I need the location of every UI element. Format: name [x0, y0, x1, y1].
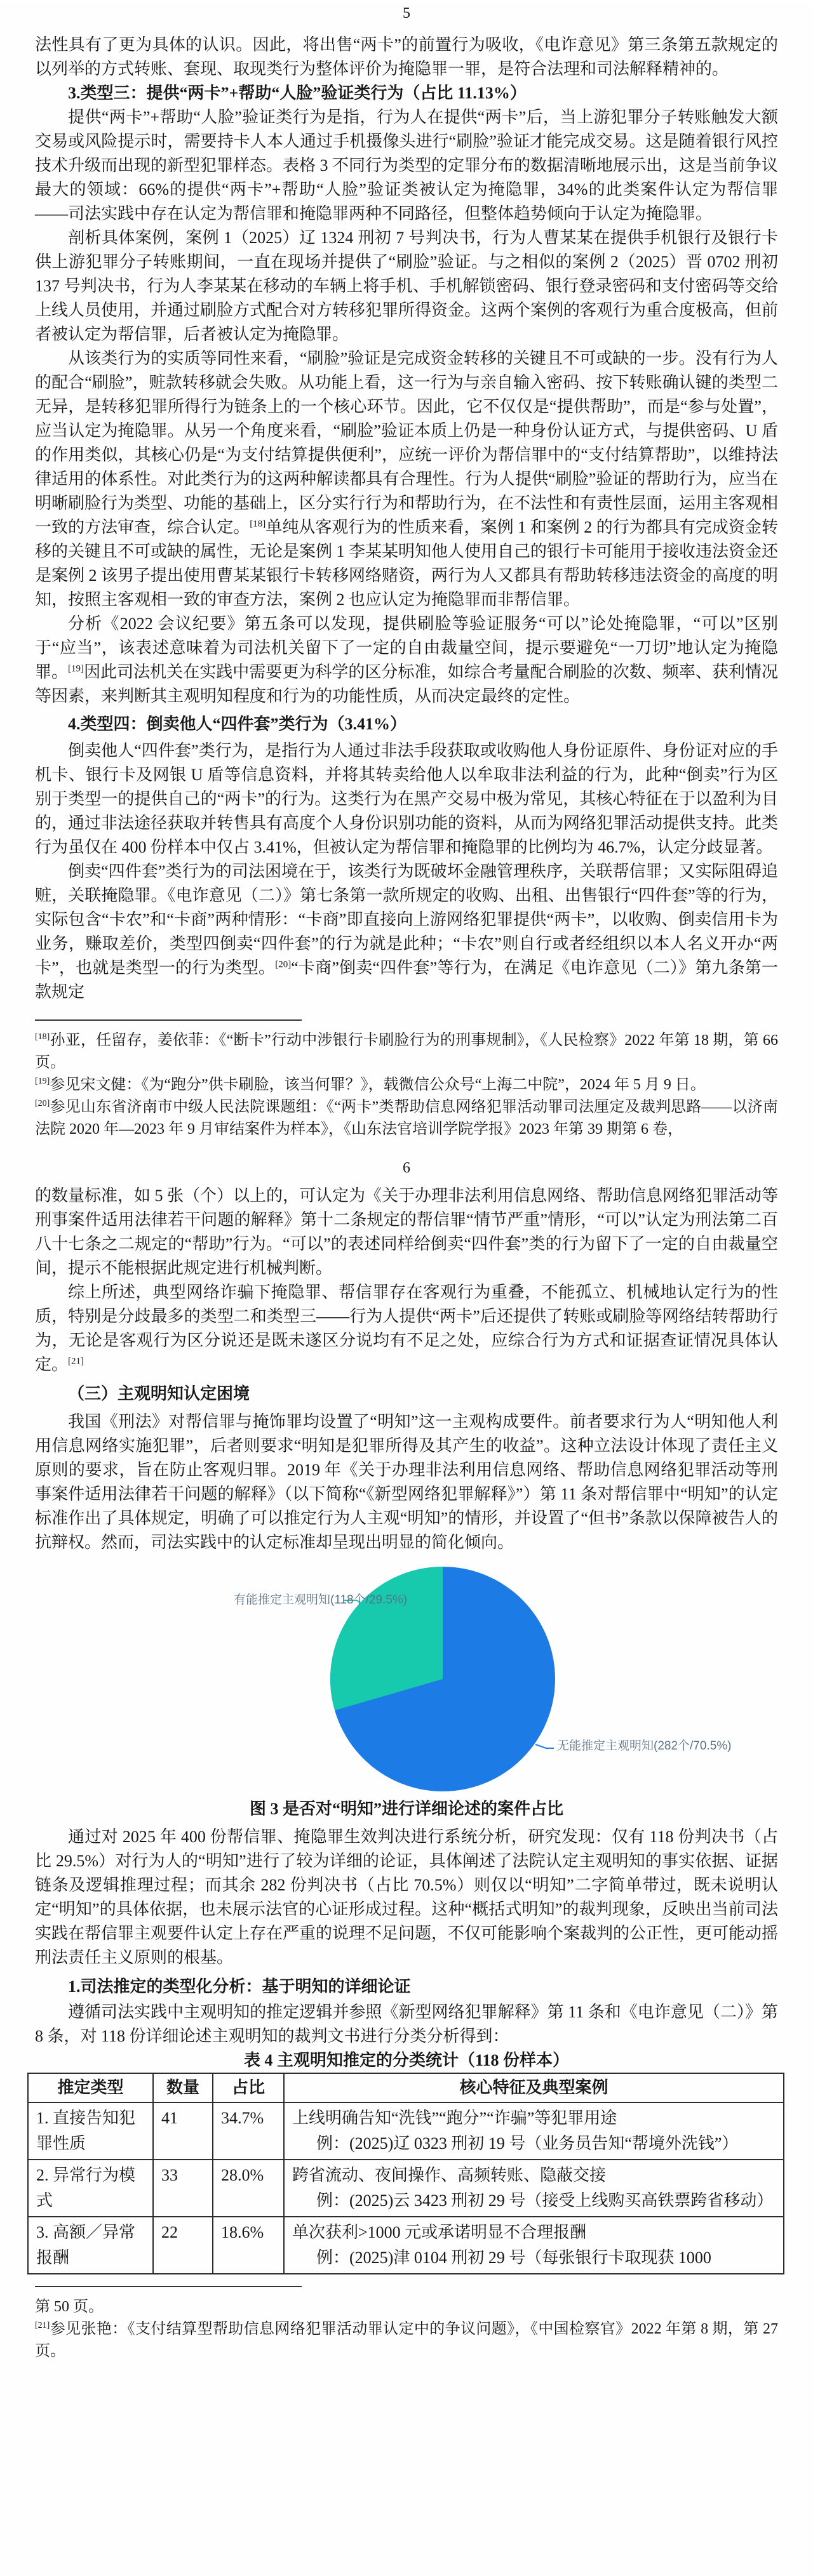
footnote-ref-20: [20]	[275, 959, 292, 970]
para-equivalence-text-b: 单纯从客观行为的性质来看，案例 1 和案例 2 的行为都具有完成资金转移的关键且不可或缺的属性，无论是案例 1 李某某明知他人使用自己的银行卡可能用于接收违法资金还是案例 2 该男子提出使用曹某某银行卡转移网络赌资，两行为人又都具有帮助转移违法资金的高度的明知，按照主客观相一致的审查方法，案例 2 也应认定为掩隐罪而非帮信罪。	[35, 518, 779, 609]
para-type3-cases: 剖析具体案例，案例 1（2025）辽 1324 刑初 7 号判决书，行为人曹某某在提供手机银行及银行卡供上游犯罪分子转账期间，一直在现场并提供了“刷脸”验证。与之相似的案例 2（2025）晋 0702 刑初 137 号判决书，行为人李某某在移动的车辆上将手机、手机解锁密码、银行登录密码和支付密码等交给上线人员使用，并通过刷脸方式配合对方转移犯罪所得资金。这两个案例的客观行为重合度极高，但前者被认定为帮信罪，后者被认定为掩隐罪。	[35, 229, 779, 343]
para-type3-definition: 提供“两卡”+帮助“人脸”验证类行为是指，行为人在提供“两卡”后，当上游犯罪分子转账触发大额交易或风险提示时，需要持卡人本人通过手机摄像头进行“刷脸”验证才能完成交易。这是随着银行风控技术升级而出现的新型犯罪样态。表格 3 不同行为类型的定罪分布的数据清晰地展示出，这是当前争议最大的领域：66%的提供“两卡”+帮助“人脸”验证类被认定为掩隐罪，34%的此类案件认定为帮信罪——司法实践中存在认定为帮信罪和掩隐罪两种不同路径，但整体趋势倾向于认定为掩隐罪。	[35, 108, 779, 223]
table4-header-type: 推定类型	[28, 2073, 153, 2102]
table4-header-pct: 占比	[213, 2073, 284, 2102]
figure3-pie-chart	[0, 1561, 813, 1797]
footnote-19-marker: [19]	[35, 1077, 50, 1086]
pie-label-left: 有能推定主观明知(118个/29.5%)	[234, 1593, 408, 1607]
table4-row1-detail	[284, 2102, 784, 2160]
table4-row2-detail	[284, 2160, 784, 2217]
footnote-ref-19: [19]	[68, 663, 84, 674]
table4-header-feature: 核心特征及典型案例	[284, 2073, 784, 2102]
document-page	[0, 4, 813, 2375]
footnote-18-marker: [18]	[35, 1032, 50, 1042]
footnote-separator-p5	[35, 1019, 302, 1021]
footnote-20-marker: [20]	[35, 1099, 50, 1108]
pie-label-right: 无能推定主观明知(282个/70.5%)	[557, 1739, 732, 1753]
footnote-19-text: 参见宋文健：《为“跑分”供卡刷脸，该当何罪？》，载微信公众号“上海二中院”，2024 年 5 月 9 日。	[50, 1077, 706, 1093]
page6-number: 6	[403, 1160, 410, 1176]
table4-header-row	[28, 2073, 784, 2102]
para-summary	[35, 1280, 778, 1377]
footnote-ref-21: [21]	[68, 1356, 84, 1367]
footnote-18-text: 孙亚，任留存，姜依菲：《“断卡”行动中涉银行卡刷脸行为的刑事规制》，《人民检察》2022 年第 18 期，第 66 页。	[35, 1032, 778, 1071]
para-equivalence-text-a: 从该类行为的实质等同性来看，“刷脸”验证是完成资金转移的关键且不可或缺的一步。没有行为人的配合“刷脸”，赃款转移就会失败。从功能上看，这一行为与亲自输入密码、按下转账确认键的类型二无异，是转移犯罪所得行为链条上的一个核心环节。因此，它不仅仅是“提供帮助”，而是“参与处置”，应当认定为掩隐罪。从另一个角度来看，“刷脸”验证本质上仍是一种身份认证方式，与提供密码、U 盾的作用类似，其核心仍是“为支付结算提供便利”，应统一评价为帮信罪中的“支付结算帮助”，以维持法律适用的体系性。对此类行为的这两种解读都具有合理性。行为人提供“刷脸”验证的帮助行为，应当在明晰刷脸行为类型、功能的基础上，区分实行行为和帮助行为，在不法性和有责性层面，运用主客观相一致的方法审查，综合认定。	[35, 349, 779, 536]
table4-row3-type: 3. 高额／异常报酬	[28, 2217, 153, 2274]
footnote-ref-18: [18]	[250, 519, 266, 529]
heading-subjective-knowledge: （三）主观明知认定困境	[68, 1384, 250, 1403]
footnote-20-continuation	[35, 2296, 778, 2318]
para-2022-text-a: 分析《2022 会议纪要》第五条可以发现，提供刷脸等验证服务“可以”论处掩隐罪，“可以”区别于“应当”，该表述意味着为司法机关留下了一定的自由裁量空间，提示要避免“一刀切”地认定为掩隐罪。	[35, 614, 778, 681]
footnote-21-text: 参见张艳：《支付结算型帮助信息网络犯罪活动罪认定中的争议问题》，《中国检察官》2022 年第 8 期，第 27 页。	[35, 2321, 778, 2360]
para-continuation-p5: 法性具有了更为具体的认识。因此，将出售“两卡”的前置行为吸收，《电诈意见》第三条第五款规定的以列举的方式转账、套现、取现类行为整体评价为掩隐罪一罪，是符合法理和司法解释精神的。	[35, 36, 778, 78]
table4-row2-example: 例：(2025)云 3423 刑初 29 号（接受上线购买高铁票跨省移动）	[316, 2191, 774, 2210]
table4-row1-pct: 34.7%	[213, 2102, 284, 2160]
table4-row1-example: 例：(2025)辽 0323 刑初 19 号（业务员告知“帮境外洗钱”）	[316, 2134, 739, 2153]
table-row	[28, 2217, 784, 2274]
page5-number: 5	[403, 5, 410, 22]
para-follow-logic: 遵循司法实践中主观明知的推定逻辑并参照《新型网络犯罪解释》第 11 条和《电诈意见（二）》第 8 条，对 118 份详细论述主观明知的裁判文书进行分类分析得到：	[35, 2003, 778, 2045]
footnote-20-text: 参见山东省济南市中级人民法院课题组：《“两卡”类帮助信息网络犯罪活动罪司法厘定及裁判思路——以济南法院 2020 年—2023 年 9 月审结案件为样本》，《山东法官培训学院学报》2023 年第 39 期第 6 卷，	[35, 1099, 778, 1138]
para-quantity-standard: 的数量标准，如 5 张（个）以上的，可认定为《关于办理非法利用信息网络、帮助信息网络犯罪活动等刑事案件适用法律若干问题的解释》第十二条规定的帮信罪“情节严重”情形，“可以”认定为刑法第二百八十七条之二规定的“帮助”行为。“可以”的表述同样给倒卖“四件套”类的行为留下了一定的自由裁量空间，提示不能根据此规定进行机械判断。	[35, 1186, 779, 1277]
para-type4-definition: 倒卖他人“四件套”类行为，是指行为人通过非法手段获取或收购他人身份证原件、身份证对应的手机卡、银行卡及网银 U 盾等信息资料，并将其转卖给他人以牟取非法利益的行为，此种“倒卖”行为区别于类型一的提供自己的“两卡”的行为。这类行为在黑产交易中极为常见，其核心特征在于以盈利为目的，通过非法途径获取并转售具有高度个人身份识别功能的资料，从而为网络犯罪活动提供支持。此类行为虽仅在 400 份样本中仅占 3.41%，但被认定为帮信罪和掩隐罪的比例均为 46.7%，认定分歧显著。	[35, 741, 779, 856]
table4-row2-type: 2. 异常行为模式	[28, 2160, 153, 2217]
para-equivalence-analysis	[35, 347, 778, 612]
heading-type3: 3.类型三：提供“两卡”+帮助“人脸”验证类行为（占比 11.13%）	[68, 84, 527, 102]
table4-header-count: 数量	[153, 2073, 213, 2102]
heading-presumption-analysis: 1.司法推定的类型化分析：基于明知的详细论证	[68, 1977, 411, 1996]
para-summary-text: 综上所述，典型网络诈骗下掩隐罪、帮信罪存在客观行为重叠，不能孤立、机械地认定行为的性质，特别是分歧最多的类型二和类型三——行为人提供“两卡”后还提供了转账或刷脸等网络结转帮助行为，无论是客观行为区分说还是既未遂区分说均有不足之处，应综合行为方式和证据查证情况具体认定。	[35, 1283, 778, 1374]
table4-row1-type: 1. 直接告知犯罪性质	[28, 2102, 153, 2160]
table-row	[28, 2160, 784, 2217]
para-2022-text-b: 因此司法机关在实践中需要更为科学的区分标准，如综合考量配合刷脸的次数、频率、获利情况等因素，来判断其主观明知程度和行为的功能性质，从而决定最终的定性。	[35, 663, 778, 705]
heading-type4: 4.类型四：倒卖他人“四件套”类行为（3.41%）	[68, 715, 407, 733]
table4-row3-count: 22	[153, 2217, 213, 2274]
table4-row1-count: 41	[153, 2102, 213, 2160]
para-type4-dilemma	[35, 860, 778, 1004]
para-criminal-law: 我国《刑法》对帮信罪与掩饰罪均设置了“明知”这一主观构成要件。前者要求行为人“明知他人利用信息网络实施犯罪”，后者则要求“明知是犯罪所得及其产生的收益”。这种立法设计体现了责任主义原则的要求，旨在防止客观归罪。2019 年《关于办理非法利用信息网络、帮助信息网络犯罪活动等刑事案件适用法律若干问题的解释》（以下简称“《新型网络犯罪解释》”）第 11 条对帮信罪中“明知”的认定标准作出了具体规定，明确了可以推定行为人主观“明知”的情形，并设置了“但书”条款以保障被告人的抗辩权。然而，司法实践中的认定标准却呈现出明显的简化倾向。	[35, 1412, 778, 1551]
table4-row2-pct: 28.0%	[213, 2160, 284, 2217]
table4-row2-count: 33	[153, 2160, 213, 2217]
table4-row3-pct: 18.6%	[213, 2217, 284, 2274]
footnotes-page5	[35, 1030, 778, 1141]
footnote-19	[35, 1074, 778, 1096]
table4-row3-feature: 单次获利>1000 元或承诺明显不合理报酬	[292, 2223, 587, 2241]
para-2022-minutes	[35, 612, 778, 708]
para-figure-analysis: 通过对 2025 年 400 份帮信罪、掩隐罪生效判决进行系统分析，研究发现：仅有 118 份判决书（占比 29.5%）对行为人的“明知”进行了较为详细的论证，具体阐述了法院认定主观明知的事实依据、证据链条及逻辑推理过程；而其余 282 份判决书（占比 70.5%）则仅以“明知”二字简单带过，既未说明认定“明知”的具体依据，也未展示法官的心证形成过程。这种“概括式明知”的裁判现象，反映出当前司法实践在帮信罪主观要件认定上存在严重的说理不足问题，不仅可能影响个案裁判的公正性，更可能动摇刑法责任主义原则的根基。	[35, 1828, 779, 1967]
footnote-20	[35, 1096, 778, 1141]
footnote-separator-p6	[35, 2286, 302, 2287]
footnote-18	[35, 1030, 778, 1074]
pie-connector-right	[535, 1744, 554, 1748]
footnotes-page6	[35, 2296, 778, 2363]
figure3-caption: 图 3 是否对“明知”进行详细论述的案件占比	[249, 1800, 563, 1818]
table-row	[28, 2102, 784, 2160]
table4-title: 表 4 主观明知推定的分类统计（118 份样本）	[243, 2051, 570, 2069]
footnote-21-marker: [21]	[35, 2321, 50, 2330]
footnote-21	[35, 2318, 778, 2363]
table4-row1-feature: 上线明确告知“洗钱”“跑分”“诈骗”等犯罪用途	[292, 2109, 617, 2127]
para-type4-text-a: 倒卖“四件套”类行为的司法困境在于，该类行为既破坏金融管理秩序，关联帮信罪；又实际阻碍追赃，关联掩隐罪。《电诈意见（二）》第七条第一款所规定的收购、出租、出售银行“四件套”等的行为，实际包含“卡农”和“卡商”两种情形：“卡商”即直接向上游网络犯罪提供“两卡”，以收购、倒卖信用卡为业务，赚取差价，类型四倒卖“四件套”的行为就是此种；“卡农”则自行或者经组织以本人名义开办“两卡”，也就是类型一的行为类型。	[35, 862, 778, 977]
para-type4-text-b: “卡商”倒卖“四件套”等行为，在满足《电诈意见（二）》第九条第一款规定	[35, 959, 778, 1001]
footnote-20-continuation-text: 第 50 页。	[35, 2299, 104, 2315]
table4-row2-feature: 跨省流动、夜间操作、高频转账、隐蔽交接	[292, 2166, 607, 2184]
table4-row3-detail	[284, 2217, 784, 2274]
table4-knowledge-presumption	[27, 2073, 784, 2274]
table4-row3-example: 例：(2025)津 0104 刑初 29 号（每张银行卡取现获 1000	[316, 2248, 711, 2267]
